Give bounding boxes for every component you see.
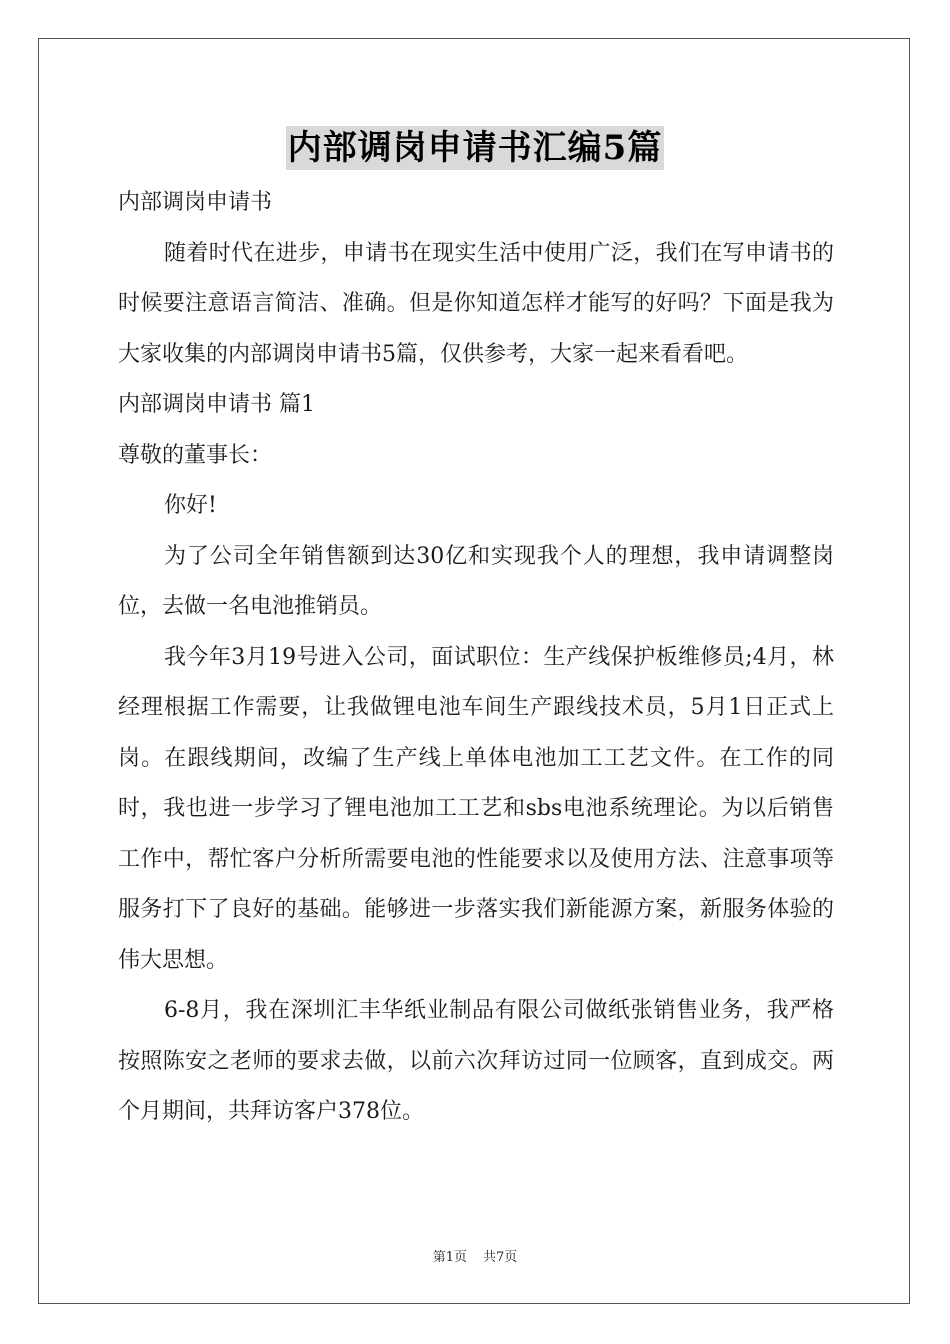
greeting: 你好!	[164, 493, 217, 518]
salutation: 尊敬的董事长：	[118, 442, 273, 468]
document-title: 内部调岗申请书汇编5篇	[287, 128, 663, 168]
title-area	[0, 126, 950, 170]
page-total: 共7页	[483, 1250, 518, 1265]
page-footer	[0, 1246, 950, 1265]
section-heading: 内部调岗申请书 篇1	[118, 392, 315, 417]
body-paragraph: 6-8月，我在深圳汇丰华纸业制品有限公司做纸张销售业务，我严格按照陈安之老师的要求去做，以前六次拜访过同一位顾客，直到成交。两个月期间，共拜访客户378位。	[118, 998, 834, 1124]
body-paragraph: 为了公司全年销售额到达30亿和实现我个人的理想，我申请调整岗位，去做一名电池推销员。	[118, 543, 834, 619]
document-body	[118, 178, 834, 1138]
intro-paragraph: 随着时代在进步，申请书在现实生活中使用广泛，我们在写申请书的时候要注意语言简洁、准确。但是你知道怎样才能写的好吗？下面是我为大家收集的内部调岗申请书5篇，仅供参考，大家一起来看看吧。	[118, 240, 834, 367]
page-number: 第1页	[432, 1250, 467, 1265]
body-paragraph: 我今年3月19号进入公司，面试职位：生产线保护板维修员;4月，林经理根据工作需要，让我做锂电池车间生产跟线技术员，5月1日正式上岗。在跟线期间，改编了生产线上单体电池加工工艺文件。在工作的同时，我也进一步学习了锂电池加工工艺和sbs电池系统理论。为以后销售工作中，帮忙客户分析所需要电池的性能要求以及使用方法、注意事项等服务打下了良好的基础。能够进一步落实我们新能源方案，新服务体验的伟大思想。	[118, 644, 834, 973]
section-heading: 内部调岗申请书	[118, 190, 273, 215]
